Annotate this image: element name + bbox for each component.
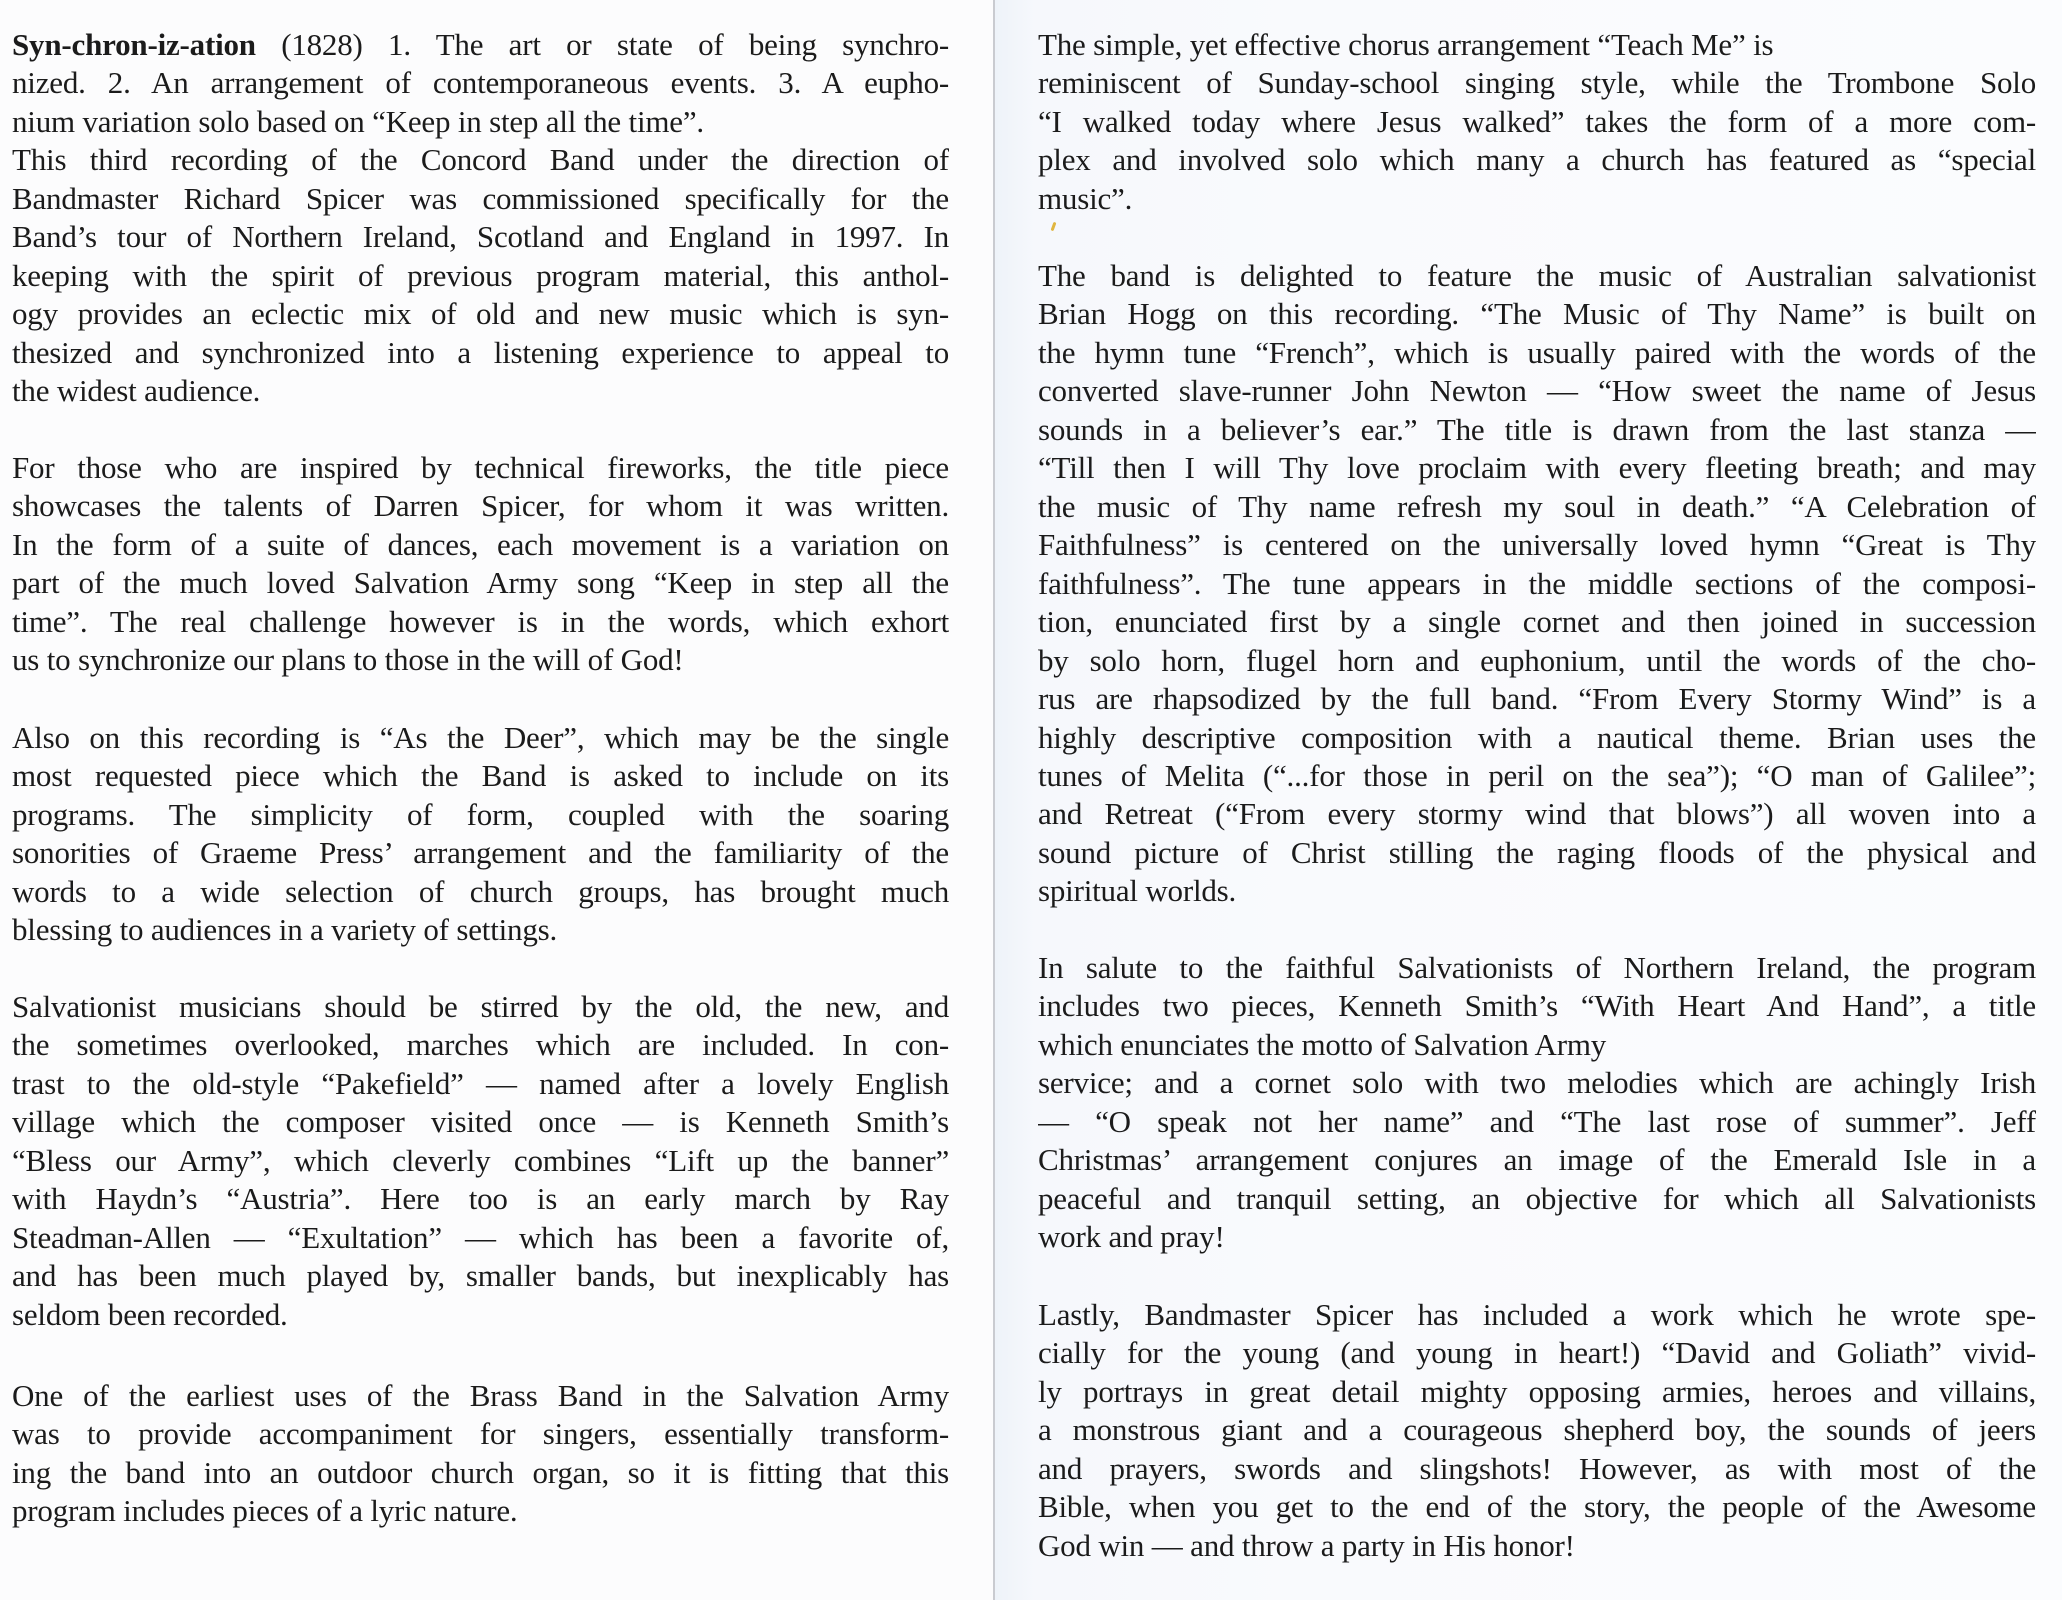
line-text: converted slave-runner John Newton — “How sweet the name of Jesus [1038,373,2036,409]
text-line [12,487,949,525]
text-line [12,796,949,834]
text-line [1038,949,2036,987]
text-line [12,295,949,333]
line-text: — “O speak not her name” and “The last rose of summer”. Jeff [1038,1103,2036,1139]
text-line [1038,1026,1606,1064]
text-line [12,257,949,295]
line-text: Band’s tour of Northern Ireland, Scotland and England in 1997. In [12,219,949,255]
line-text: (1828) 1. The art or state of being synchro- [255,27,949,62]
line-text: The simple, yet effective chorus arrangement “Teach Me” is [1038,27,1774,62]
line-text: Also on this recording is “As the Deer”, which may be the single [12,720,949,755]
line-text: us to synchronize our plans to those in the will of God! [12,642,684,678]
text-line [12,988,949,1026]
line-text: reminiscent of Sunday-school singing style, while the Trombone Solo [1038,65,2036,101]
text-line [12,1492,517,1530]
text-line [1038,1373,2036,1411]
left-page [0,0,993,1600]
text-line [12,1103,949,1141]
text-line [12,1377,949,1415]
line-text: plex and involved solo which many a church has featured as “special [1038,142,2036,178]
line-text: with Haydn’s “Austria”. Here too is an early march by Ray [12,1181,949,1217]
text-line [1038,1411,2036,1449]
line-text: God win — and throw a party in His honor! [1038,1527,1575,1563]
text-line [12,603,949,641]
headword: Syn-chron-iz-ation [12,27,256,62]
line-text: highly descriptive composition with a nautical theme. Brian uses the [1038,719,2036,755]
text-line [1038,411,2036,449]
line-text: the music of Thy name refresh my soul in death.” “A Celebration of [1038,488,2036,524]
line-text: music”. [1038,180,1133,216]
line-text: sounds in a believer’s ear.” The title is drawn from the last stanza — [1038,411,2036,447]
line-text: sonorities of Graeme Press’ arrangement and the familiarity of the [12,835,949,871]
line-text: most requested piece which the Band is asked to include on its [12,758,949,794]
line-text: time”. The real challenge however is in the words, which exhort [12,603,949,639]
line-text: work and pray! [1038,1219,1225,1255]
line-text: trast to the old-style “Pakefield” — named after a lovely English [12,1065,949,1101]
text-line [12,641,684,679]
text-line [1038,1450,2036,1488]
line-text: Christmas’ arrangement conjures an image of the Emerald Isle in a [1038,1142,2036,1178]
text-line [1038,987,2036,1025]
line-text: the sometimes overlooked, marches which are included. In con- [12,1027,949,1063]
text-line [12,1026,949,1064]
text-line [1038,757,2036,795]
text-line [1038,64,2036,102]
line-text: faithfulness”. The tune appears in the middle sections of the composi- [1038,565,2036,601]
line-text: In the form of a suite of dances, each movement is a variation on [12,526,949,562]
text-line [1038,488,2036,526]
line-text: Faithfulness” is centered on the universally loved hymn “Great is Thy [1038,527,2036,563]
text-line [1038,1064,2036,1102]
text-line [12,180,949,218]
text-line [1038,872,1236,910]
text-line [1038,1141,2036,1179]
text-line [12,372,260,410]
line-text: Salvationist musicians should be stirred by the old, the new, and [12,989,949,1024]
text-line [1038,1180,2036,1218]
text-line [1038,1218,1225,1256]
line-text: tunes of Melita (“...for those in peril on the sea”); “O man of Galilee”; [1038,757,2036,793]
paper-speck [1051,222,1057,231]
line-text: keeping with the spirit of previous program material, this anthol- [12,257,949,293]
line-text: “Till then I will Thy love proclaim with every fleeting breath; and may [1038,450,2036,486]
line-text: programs. The simplicity of form, coupled with the soaring [12,796,949,832]
text-line [12,564,949,602]
text-line [1038,295,2036,333]
line-text: village which the composer visited once — is Kenneth Smith’s [12,1104,949,1140]
text-line [12,218,949,256]
text-line [12,449,949,487]
line-text: blessing to audiences in a variety of settings. [12,912,558,948]
text-line [12,141,949,179]
text-line [1038,449,2036,487]
line-text: “Bless our Army”, which cleverly combines “Lift up the banner” [12,1142,949,1178]
line-text: and Retreat (“From every stormy wind that blows”) all woven into a [1038,796,2036,832]
line-text: includes two pieces, Kenneth Smith’s “With Heart And Hand”, a title [1038,988,2036,1024]
line-text: In salute to the faithful Salvationists of Northern Ireland, the program [1038,950,2036,985]
text-line [1038,719,2036,757]
line-text: the hymn tune “French”, which is usually paired with the words of the [1038,334,2036,370]
line-text: seldom been recorded. [12,1296,288,1332]
text-line [12,757,949,795]
line-text: One of the earliest uses of the Brass Band in the Salvation Army [12,1378,949,1413]
line-text: part of the much loved Salvation Army song “Keep in step all the [12,565,949,601]
text-line [12,1065,949,1103]
line-text: and prayers, swords and slingshots! However, as with most of the [1038,1450,2036,1486]
text-line [1038,26,1773,64]
text-line [1038,565,2036,603]
line-text: Bandmaster Richard Spicer was commissioned specifically for the [12,180,949,216]
line-text: spiritual worlds. [1038,873,1237,909]
text-line [12,103,704,141]
line-text: which enunciates the motto of Salvation Army [1038,1026,1607,1062]
line-text: Lastly, Bandmaster Spicer has included a work which he wrote spe- [1038,1297,2036,1332]
text-line [1038,1527,1575,1565]
text-line [1038,372,2036,410]
text-line [12,834,949,872]
line-text: ly portrays in great detail mighty opposing armies, heroes and villains, [1038,1373,2036,1409]
line-text: tion, enunciated first by a single cornet and then joined in succession [1038,604,2036,640]
line-text: the widest audience. [12,373,261,409]
right-page [995,0,2062,1600]
text-line [1038,526,2036,564]
line-text: service; and a cornet solo with two melodies which are achingly Irish [1038,1065,2036,1101]
text-line [1038,680,2036,718]
text-line [12,873,949,911]
text-line [12,1180,949,1218]
text-line [1038,1103,2036,1141]
text-line [12,334,949,372]
line-text: Steadman-Allen — “Exultation” — which has been a favorite of, [12,1219,949,1255]
line-text: ogy provides an eclectic mix of old and new music which is syn- [12,296,949,332]
line-text: Brian Hogg on this recording. “The Music of Thy Name” is built on [1038,296,2036,332]
line-text: a monstrous giant and a courageous shepherd boy, the sounds of jeers [1038,1412,2036,1448]
line-text: The band is delighted to feature the music of Australian salvationist [1038,258,2036,293]
line-text: thesized and synchronized into a listening experience to appeal to [12,334,949,370]
line-text: “I walked today where Jesus walked” takes the form of a more com- [1038,103,2036,139]
text-line [12,526,949,564]
line-text: Bible, when you get to the end of the story, the people of the Awesome [1038,1489,2036,1525]
text-line [1038,1296,2036,1334]
line-text: For those who are inspired by technical fireworks, the title piece [12,450,949,485]
line-text: sound picture of Christ stilling the raging floods of the physical and [1038,834,2036,870]
line-text: This third recording of the Concord Band under the direction of [12,142,949,178]
line-text: peaceful and tranquil setting, an objective for which all Salvationists [1038,1180,2036,1216]
text-line [12,1454,949,1492]
line-text: words to a wide selection of church groups, has brought much [12,873,949,909]
line-text: ing the band into an outdoor church organ, so it is fitting that this [12,1454,949,1490]
text-line [1038,1488,2036,1526]
line-text: program includes pieces of a lyric nature. [12,1493,518,1529]
text-line [12,64,949,102]
line-text: rus are rhapsodized by the full band. “From Every Stormy Wind” is a [1038,681,2036,717]
line-text: nized. 2. An arrangement of contemporaneous events. 3. A eupho- [12,65,949,101]
text-line [12,1219,949,1257]
text-line [12,1296,288,1334]
line-text: cially for the young (and young in heart!) “David and Goliath” vivid- [1038,1335,2036,1371]
text-line [1038,257,2036,295]
text-line [1038,603,2036,641]
text-line [1038,834,2036,872]
line-text: showcases the talents of Darren Spicer, for whom it was written. [12,488,949,524]
text-line [1038,180,1132,218]
text-line [1038,642,2036,680]
text-line [12,1142,949,1180]
text-line [12,26,949,64]
line-text: and has been much played by, smaller bands, but inexplicably has [12,1258,949,1294]
text-line [12,911,557,949]
text-line [1038,1334,2036,1372]
text-line [12,1415,949,1453]
text-line [12,719,949,757]
text-line [1038,795,2036,833]
text-line [1038,141,2036,179]
text-line [1038,334,2036,372]
text-line [1038,103,2036,141]
text-line [12,1257,949,1295]
line-text: nium variation solo based on “Keep in step all the time”. [12,103,704,139]
line-text: was to provide accompaniment for singers, essentially transform- [12,1416,949,1452]
line-text: by solo horn, flugel horn and euphonium, until the words of the cho- [1038,642,2036,678]
